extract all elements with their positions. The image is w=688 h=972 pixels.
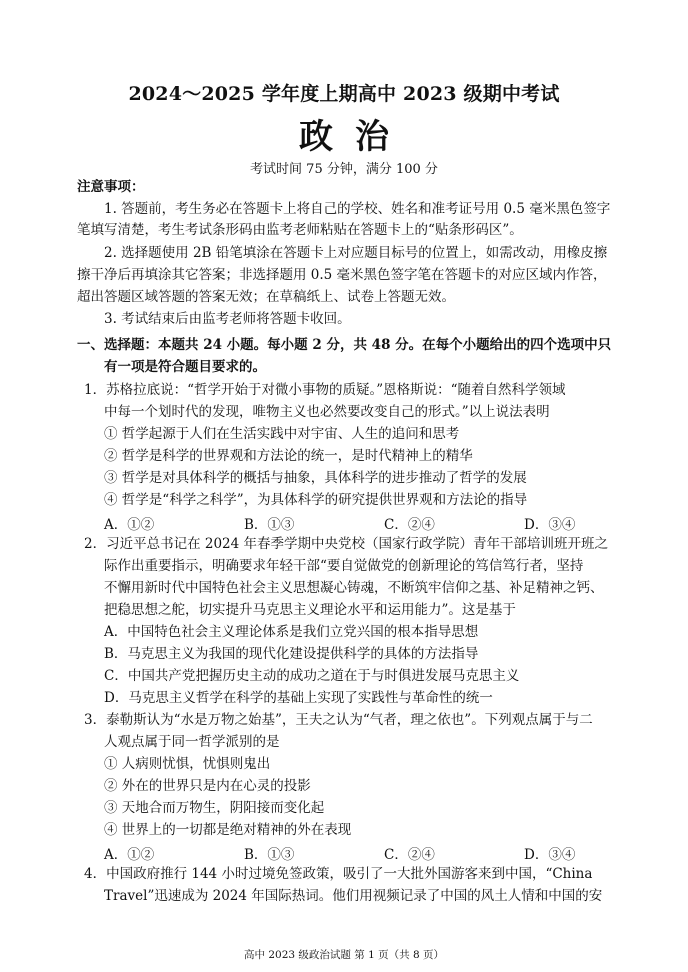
q3-option-c: C．②④ xyxy=(384,847,435,863)
q3-statement-4: ④ 世界上的一切都是绝对精神的外在表现 xyxy=(104,822,352,838)
q3-statement-2: ② 外在的世界只是内在心灵的投影 xyxy=(104,778,311,794)
q1-stem-line-1: 1．苏格拉底说：“哲学开始于对微小事物的质疑。”恩格斯说：“随着自然科学领域 xyxy=(84,382,566,398)
q3-option-a: A．①② xyxy=(104,847,155,863)
q1-option-c: C．②④ xyxy=(384,517,435,533)
q2-stem-line-4: 把稳思想之舵，切实提升马克思主义理论水平和运用能力”。这是基于 xyxy=(104,602,516,618)
q2-stem-line-2: 际作出重要指示，明确要求年轻干部“要自觉做党的创新理论的笃信笃行者，坚持 xyxy=(104,558,584,574)
q4-stem-line-2: Travel”迅速成为 2024 年国际热词。他们用视频记录了中国的风土人情和中国的安 xyxy=(104,888,603,904)
q1-option-a: A．①② xyxy=(104,517,155,533)
section-1-heading-line-2: 有一项是符合题目要求的。 xyxy=(104,359,266,375)
q2-option-c: C．中国共产党把握历史主动的成功之道在于与时俱进发展马克思主义 xyxy=(104,668,520,684)
q3-stem-line-2: 人观点属于同一哲学派别的是 xyxy=(104,734,280,750)
q2-stem-line-3: 不懈用新时代中国特色社会主义思想凝心铸魂，不断筑牢信仰之基、补足精神之钙、 xyxy=(104,580,604,596)
note-2-line-2: 擦干净后再填涂其它答案；非选择题用 0.5 毫米黑色签字笔在答题卡的对应区域内作答， xyxy=(77,267,607,283)
q1-statement-4: ④ 哲学是“科学之科学”，为具体科学的研究提供世界观和方法论的指导 xyxy=(104,492,528,508)
q1-option-b: B．①③ xyxy=(244,517,295,533)
q2-option-b: B．马克思主义为我国的现代化建设提供科学的具体的方法指导 xyxy=(104,646,479,662)
note-3-line-1: 3. 考试结束后由监考老师将答题卡收回。 xyxy=(104,311,351,327)
note-2-line-1: 2. 选择题使用 2B 铅笔填涂在答题卡上对应题目标号的位置上，如需改动，用橡皮擦 xyxy=(104,245,608,261)
q2-stem-line-1: 2．习近平总书记在 2024 年春季学期中央党校（国家行政学院）青年干部培训班开班之 xyxy=(84,536,609,552)
q2-option-a: A．中国特色社会主义理论体系是我们立党兴国的根本指导思想 xyxy=(104,624,479,640)
exam-title: 2024～2025 学年度上期高中 2023 级期中考试 xyxy=(128,83,560,105)
q4-stem-line-1: 4．中国政府推行 144 小时过境免签政策，吸引了一大批外国游客来到中国，“China xyxy=(84,866,593,882)
section-1-heading-line-1: 一、选择题：本题共 24 小题。每小题 2 分，共 48 分。在每个小题给出的四个选项中只 xyxy=(77,337,612,353)
q2-option-d: D．马克思主义哲学在科学的基础上实现了实践性与革命性的统一 xyxy=(104,690,493,706)
note-1-line-2: 笔填写清楚，考生考试条形码由监考老师粘贴在答题卡上的“贴条形码区”。 xyxy=(77,222,523,238)
q1-statement-2: ② 哲学是科学的世界观和方法论的统一，是时代精神上的精华 xyxy=(104,448,473,464)
q3-statement-1: ① 人病则忧惧，忧惧则鬼出 xyxy=(104,756,271,772)
q1-statement-1: ① 哲学起源于人们在生活实践中对宇宙、人生的追问和思考 xyxy=(104,426,460,442)
q1-statement-3: ③ 哲学是对具体科学的概括与抽象，具体科学的进步推动了哲学的发展 xyxy=(104,470,527,486)
exam-info: 考试时间 75 分钟，满分 100 分 xyxy=(250,162,438,177)
subject-title: 政治 xyxy=(299,117,411,157)
notes-heading: 注意事项： xyxy=(77,179,145,195)
q3-statement-3: ③ 天地合而万物生，阴阳接而变化起 xyxy=(104,800,325,816)
page-footer: 高中 2023 级政治试题 第 1 页（共 8 页） xyxy=(244,949,444,961)
q3-option-d: D．③④ xyxy=(524,847,576,863)
q3-option-b: B．①③ xyxy=(244,847,295,863)
q1-stem-line-2: 中每一个划时代的发现，唯物主义也必然要改变自己的形式。”以上说法表明 xyxy=(104,404,550,420)
note-2-line-3: 超出答题区域答题的答案无效；在草稿纸上、试卷上答题无效。 xyxy=(77,289,455,305)
note-1-line-1: 1. 答题前，考生务必在答题卡上将自己的学校、姓名和准考证号用 0.5 毫米黑色签字 xyxy=(104,201,611,217)
q3-stem-line-1: 3．泰勒斯认为“水是万物之始基”，王夫之认为“气者，理之依也”。下列观点属于与二 xyxy=(84,712,593,728)
q1-option-d: D．③④ xyxy=(524,517,576,533)
